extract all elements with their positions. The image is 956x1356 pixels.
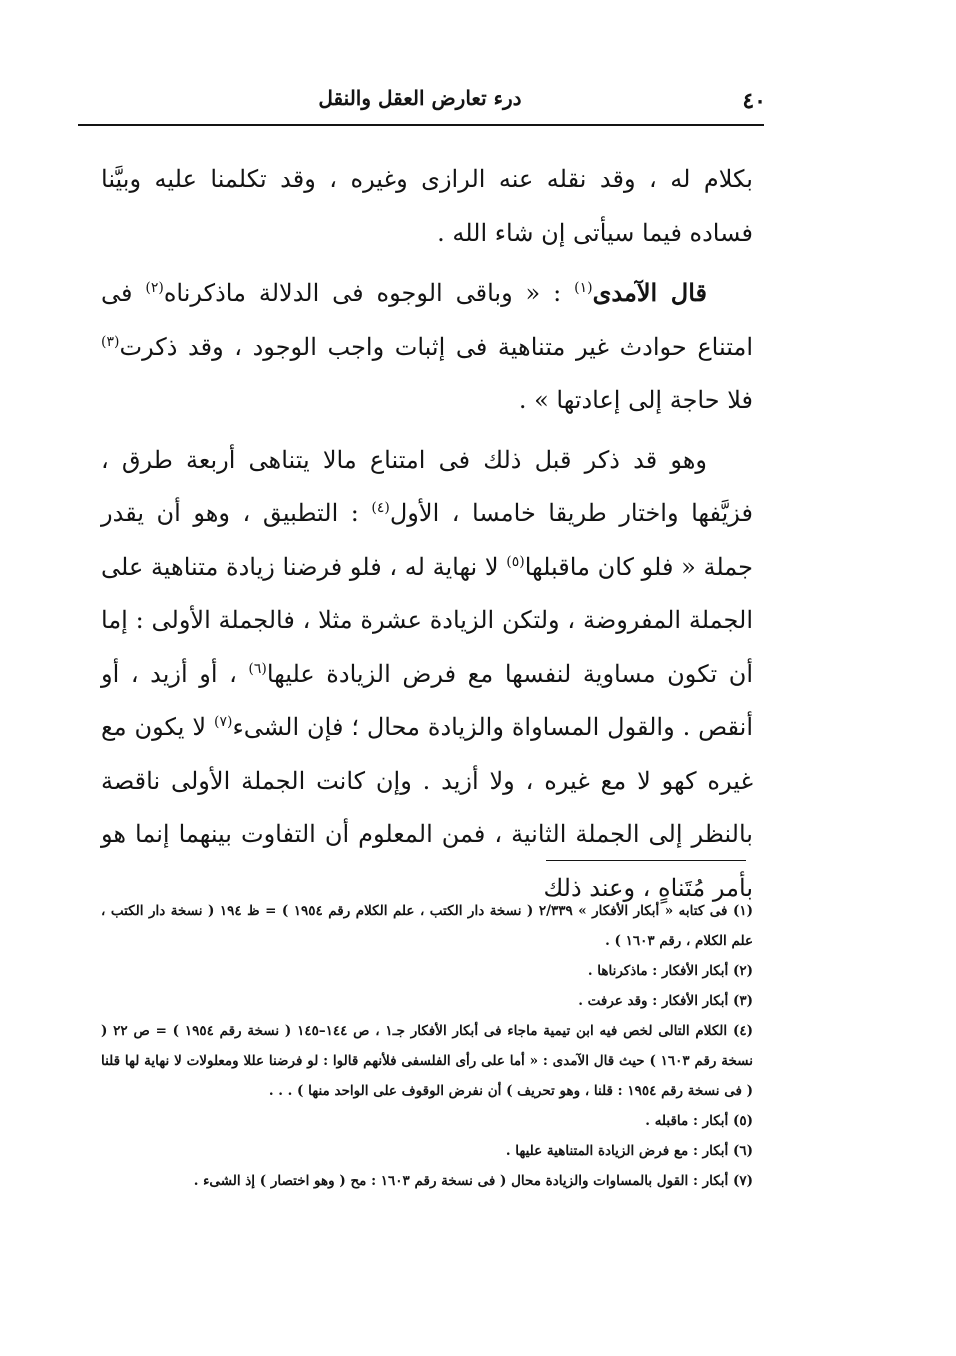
paragraph-3-seg-2: : التطبيق ، وهو أن يقدر جملة « فلو كان ماقبلها — [101, 499, 753, 581]
footnote-5: (٥) أبكار : ماقبله . — [645, 1113, 753, 1129]
main-text — [101, 153, 753, 915]
header-rule — [78, 124, 764, 126]
footnotes — [101, 896, 753, 1196]
footnote-3: (٣) أبكار الأفكار : وقد عرفت . — [578, 993, 753, 1009]
paragraph-3-seg-5: لا يكون مع غيره كهو لا مع غيره ، ولا أزيد . وإن كانت الجملة الأولى ناقصة بالنظر إلى الجملة الثانية ، فمن المعلوم أن التفاوت بينهما إنما هو بأمر مُتَناهٍ ، وعند ذلك — [101, 713, 753, 902]
paragraph-3-seg-4: ، أو أزيد ، أو أنقص . والقول المساواة والزيادة محال ؛ فإن الشىء — [101, 659, 754, 741]
paragraph-1-text: بكلام له ، وقد نقله عنه الرازى وغيره ، وقد تكلمنا عليه وبيَّنا فساده فيما سيأتى إن شاء الله . — [101, 165, 753, 247]
footnote-ref-4: (٤) — [371, 500, 390, 516]
footnote-7: (٧) أبكار : القول بالمساوات والزيادة محال ( فى نسخة رقم ١٦٠٣ : مح ( وهو اختصار ) إذ الشىء . — [193, 1173, 753, 1189]
paragraph-3 — [101, 434, 753, 916]
page-number: ٤٠ — [742, 88, 766, 114]
paragraph-3-seg-1: وهو قد ذكر قبل ذلك فى امتناع مالا يتناهى أربعة طرق ، فزيَّفها واختار طريقا خامسا ، الأول — [101, 445, 754, 527]
footnote-4: (٤) الكلام التالى لخص فيه ابن تيمية ماجاء فى أبكار الأفكار جـ١ ، ص ١٤٤–١٤٥ ( نسخة رقم ١٩٥٤ ) = ص ٢٢ ( نسخة رقم ١٦٠٣ ) حيث قال الآمدى : « أما على رأى الفلسفى فلأنهم قالوا : لو فرضنا عللا ومعلولات لا نهاية لها قلنا ( فى نسخة رقم ١٩٥٤ : قلنا ، وهو تحريف ) أن نفرض الوقوف على الواحد منها ) . . . — [101, 1023, 753, 1099]
footnote-1: (١) فى كتابه « أبكار الأفكار » ٢/٣٣٩ ( نسخة دار الكتب ، علم الكلام رقم ١٩٥٤ ) = ظ ١٩٤ ( نسخة دار الكتب ، علم الكلام ، رقم ١٦٠٣ ) . — [101, 903, 753, 949]
footnote-ref-2: (٢) — [145, 280, 164, 296]
footnote-ref-6: (٦) — [248, 660, 267, 677]
running-title: درء تعارض العقل والنقل — [318, 86, 522, 110]
speaker-name: قال الآمدى — [592, 278, 708, 307]
paragraph-2-seg-2: فى امتناع حوادث غير متناهية فى إثبات واجب الوجود ، وقد ذكرت — [101, 279, 753, 361]
footnote-ref-1: (١) — [574, 280, 593, 296]
paragraph-2-seg-3: فلا حاجة إلى إعادتها » . — [518, 386, 753, 414]
paragraph-2 — [101, 266, 753, 428]
footnote-6: (٦) أبكار : مع فرض الزيادة المتناهية عليها . — [505, 1143, 753, 1159]
footnote-ref-7: (٧) — [213, 714, 233, 730]
paragraph-1 — [101, 153, 753, 260]
footnote-2: (٢) أبكار الأفكار : ماذكرناها . — [587, 963, 753, 979]
footnote-separator — [546, 860, 746, 861]
footnote-ref-5: (٥) — [506, 553, 525, 570]
paragraph-3-seg-3: لا نهاية له ، فلو فرضنا زيادة متناهية على الجملة المفروضة ، ولتكن الزيادة عشرة مثلا ، فالجملة الأولى : إما أن تكون مساوية لنفسها مع فرض الزيادة عليها — [101, 552, 753, 688]
paragraph-2-seg-1: : « وباقى الوجوه فى الدلالة ماذكرناه — [163, 279, 575, 307]
footnote-ref-3: (٣) — [101, 333, 120, 350]
